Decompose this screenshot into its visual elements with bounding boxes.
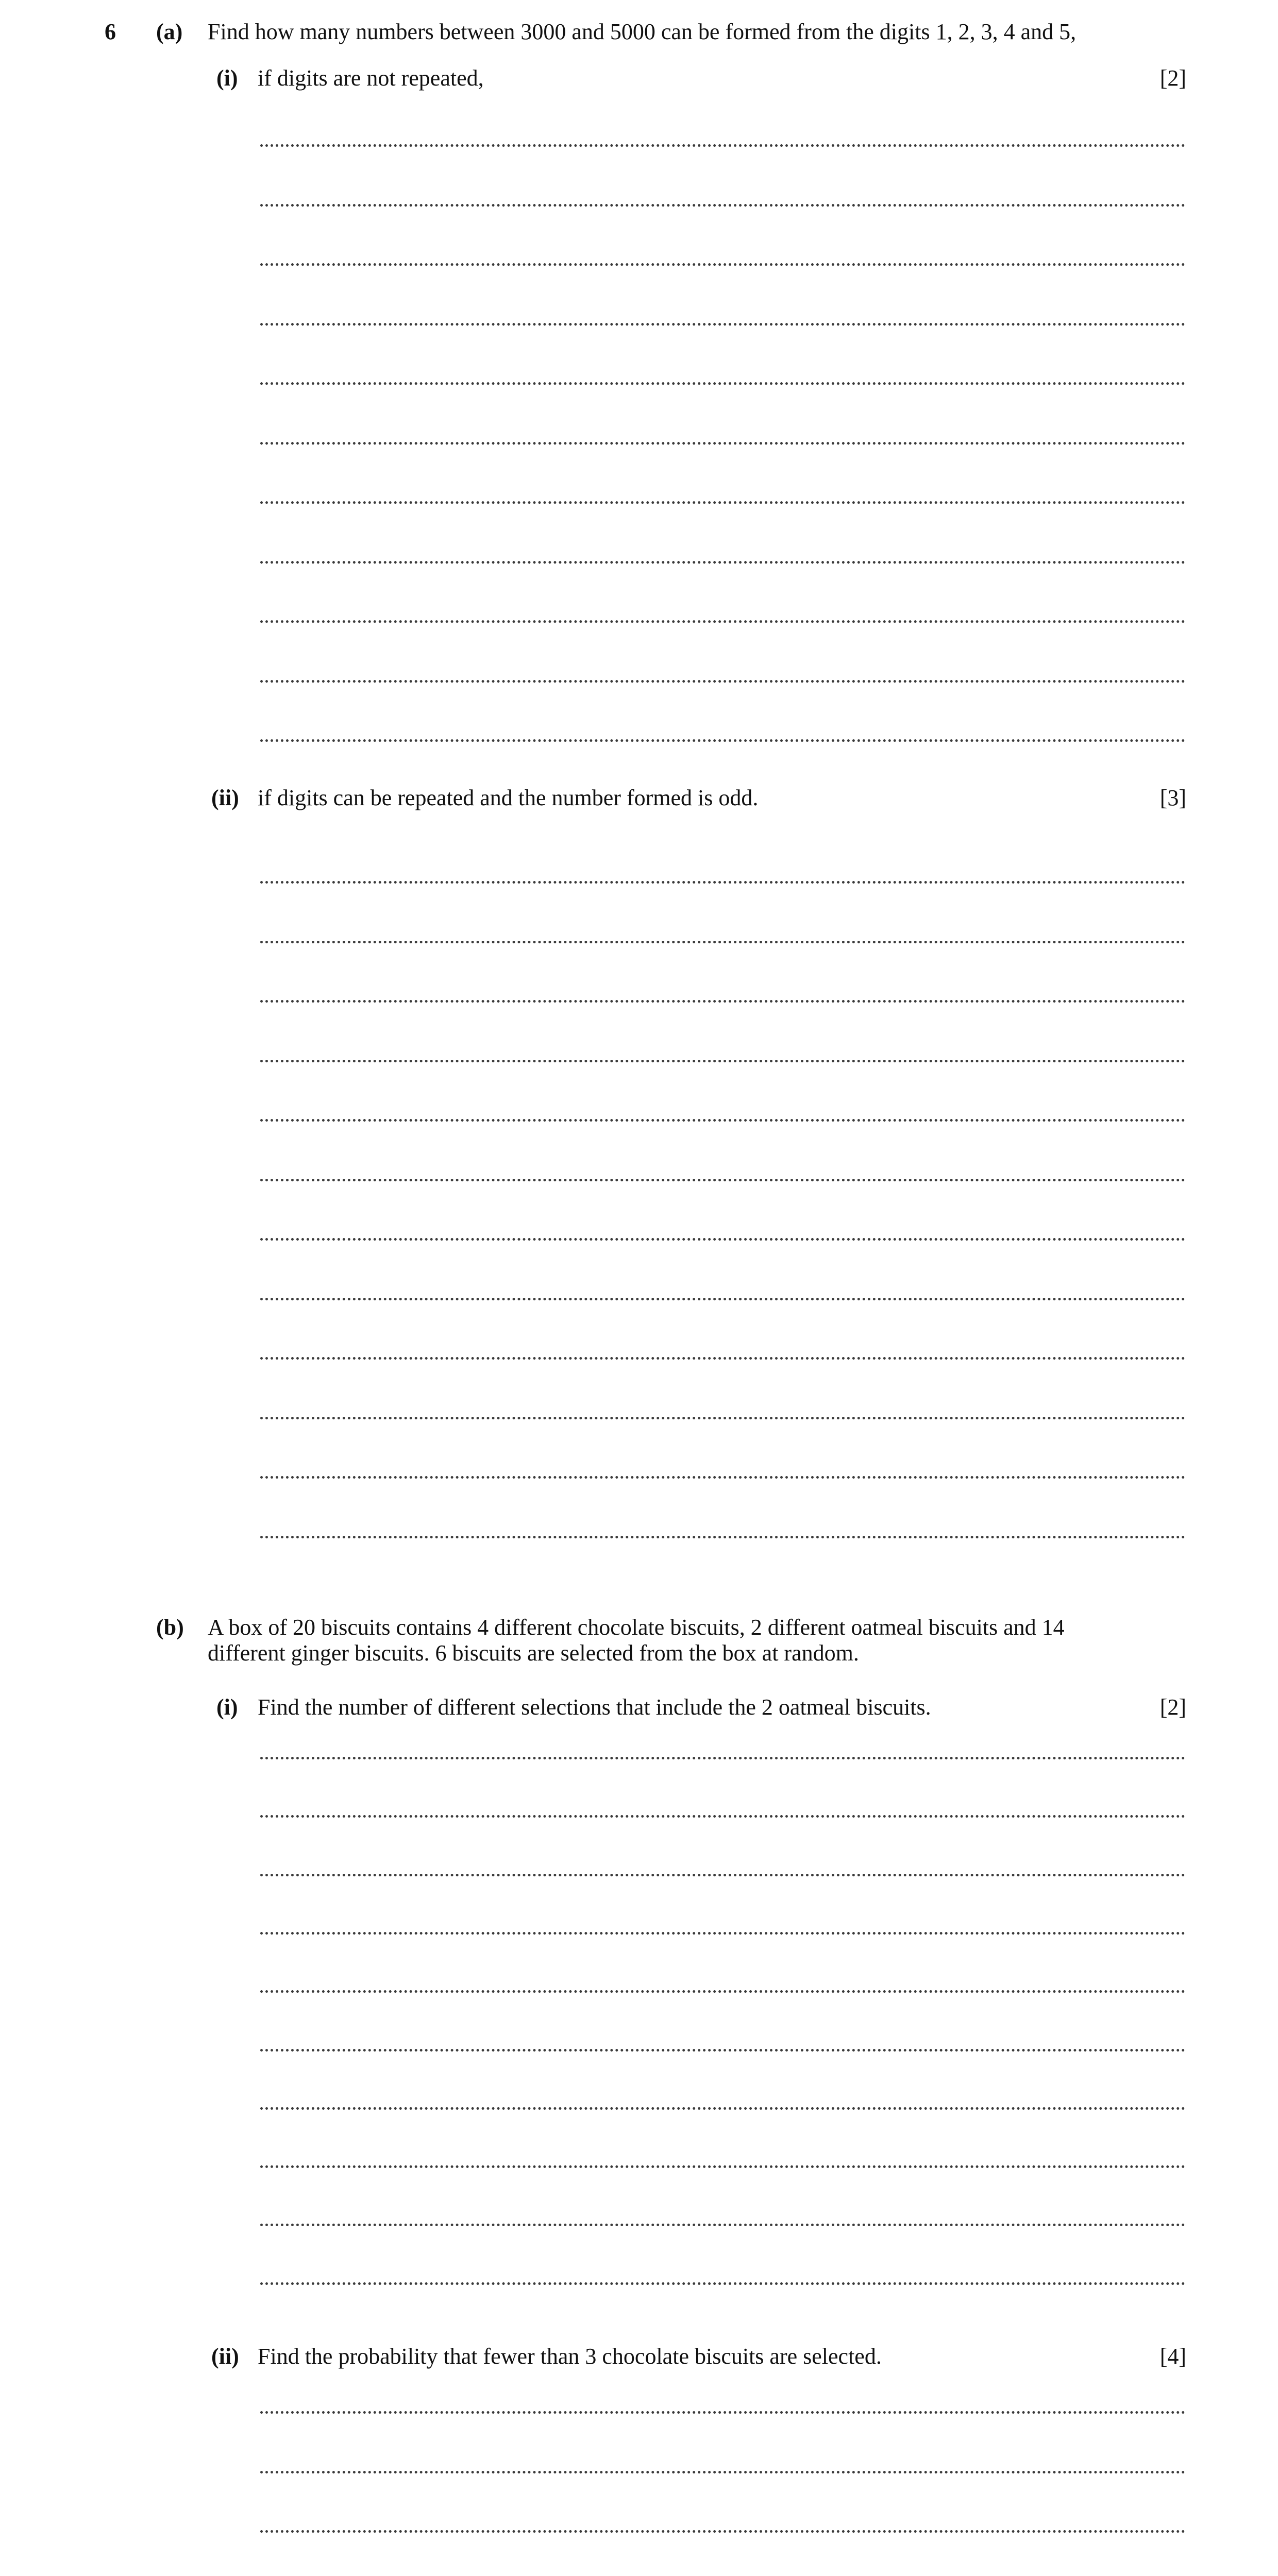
answer-line[interactable] <box>260 680 1185 683</box>
answer-line[interactable] <box>260 941 1185 943</box>
part-b-ii-label: (ii) <box>211 2344 239 2369</box>
part-b-i-text: Find the number of different selections that include the 2 oatmeal biscuits. <box>258 1694 931 1720</box>
answer-line[interactable] <box>260 1990 1185 1993</box>
part-a-stem: Find how many numbers between 3000 and 5000 can be formed from the digits 1, 2, 3, 4 and 5, <box>208 19 1077 44</box>
answer-line[interactable] <box>260 442 1185 445</box>
part-a-i-label: (i) <box>216 65 238 91</box>
answer-line[interactable] <box>260 2530 1185 2533</box>
answer-line[interactable] <box>260 1476 1185 1479</box>
part-a-ii-text: if digits can be repeated and the number formed is odd. <box>258 785 759 810</box>
answer-line[interactable] <box>260 2282 1185 2285</box>
answer-line[interactable] <box>260 382 1185 385</box>
answer-line[interactable] <box>260 1119 1185 1122</box>
part-b-i-marks: [2] <box>1159 1694 1186 1720</box>
answer-line[interactable] <box>260 1536 1185 1538</box>
part-b-stem-line1: A box of 20 biscuits contains 4 different chocolate biscuits, 2 different oatmeal biscuits and 14 <box>208 1615 1065 1640</box>
answer-line[interactable] <box>260 1932 1185 1935</box>
answer-line[interactable] <box>260 881 1185 884</box>
answer-line[interactable] <box>260 501 1185 504</box>
answer-line[interactable] <box>260 739 1185 742</box>
answer-line[interactable] <box>260 2049 1185 2052</box>
answer-line[interactable] <box>260 2411 1185 2414</box>
answer-line[interactable] <box>260 561 1185 564</box>
answer-line[interactable] <box>260 620 1185 623</box>
answer-line[interactable] <box>260 2107 1185 2110</box>
answer-line[interactable] <box>260 2165 1185 2168</box>
answer-line[interactable] <box>260 1815 1185 1818</box>
answer-line[interactable] <box>260 1298 1185 1300</box>
answer-line[interactable] <box>260 1874 1185 1876</box>
part-b-i-label: (i) <box>216 1694 238 1720</box>
answer-line[interactable] <box>260 1060 1185 1062</box>
answer-line[interactable] <box>260 204 1185 207</box>
part-a-ii-marks: [3] <box>1159 785 1186 810</box>
answer-line[interactable] <box>260 263 1185 266</box>
answer-line[interactable] <box>260 2224 1185 2226</box>
part-a-i-text: if digits are not repeated, <box>258 65 484 91</box>
part-a-i-marks: [2] <box>1159 65 1186 91</box>
part-a-label: (a) <box>156 19 183 44</box>
answer-line[interactable] <box>260 1000 1185 1003</box>
answer-line[interactable] <box>260 1757 1185 1759</box>
part-b-ii-text: Find the probability that fewer than 3 chocolate biscuits are selected. <box>258 2344 882 2369</box>
answer-line[interactable] <box>260 1417 1185 1419</box>
answer-line[interactable] <box>260 1179 1185 1181</box>
part-b-ii-marks: [4] <box>1159 2344 1186 2369</box>
part-a-ii-label: (ii) <box>211 785 239 810</box>
question-number: 6 <box>105 19 116 44</box>
part-b-stem-line2: different ginger biscuits. 6 biscuits are selected from the box at random. <box>208 1640 859 1666</box>
answer-line[interactable] <box>260 144 1185 147</box>
answer-line[interactable] <box>260 2471 1185 2473</box>
answer-line[interactable] <box>260 1357 1185 1360</box>
part-b-label: (b) <box>156 1615 184 1640</box>
answer-line[interactable] <box>260 323 1185 326</box>
answer-line[interactable] <box>260 1238 1185 1241</box>
